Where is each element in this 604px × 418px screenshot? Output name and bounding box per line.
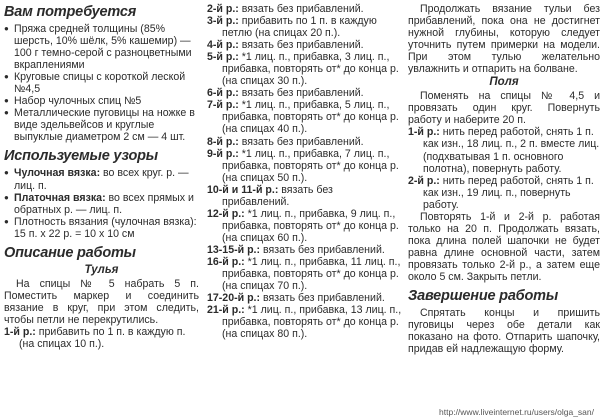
crown-row-7 [207, 99, 402, 135]
material-circular-needles: ● Круговые спицы с короткой леской №4,5 [4, 71, 199, 95]
row-label: 10-й и 11-й р.: [207, 183, 279, 196]
watermark-url: http://www.liveinternet.ru/users/olga_san/ [439, 407, 594, 417]
row-text: *1 лиц. п., прибавка, 13 лиц. п., прибавка, повторять от* до конца р. (на спицах 80 п.). [222, 304, 402, 341]
material-buttons: ● Металлические пуговицы на ножке в виде эдельвейсов и круглые выпуклые диаметром 2 см — 4 шт. [4, 107, 199, 143]
pattern-garter [4, 192, 199, 216]
row-label: 1-й р.: [408, 126, 440, 139]
row-label: 21-й р.: [207, 304, 245, 317]
row-label: 2-й р.: [207, 3, 239, 15]
brim-continue: Повторять 1-й и 2-й р. работая только на 20 п. Продолжать вязать, пока длина полей шапочки не будет равна длине основной части, затем провязать только 2-й р., а затем еще около 5 см. Закрыть петли. [408, 210, 600, 283]
row-text: вязать без прибавлений. [238, 39, 364, 52]
column-middle [207, 3, 402, 340]
row-label: 12-й р.: [207, 207, 245, 220]
row-text: нить перед работой, снять 1 п. как изн., 18 лиц. п., 2 п. вместе лиц. (подхватывая 1 п. основного полотна), повернуть работу. [423, 126, 600, 175]
row-text: вязать без прибавлений. [238, 135, 364, 148]
crown-row-9 [207, 148, 402, 184]
row-label: 13-15-й р.: [207, 243, 261, 256]
subheading-brim: Поля [489, 76, 519, 89]
row-label: 1-й р.: [4, 325, 36, 338]
crown-row-5 [207, 51, 402, 87]
row-text: прибавить по 1 п. в каждую п. (на спицах 10 п.). [19, 325, 186, 350]
row-text: *1 лиц. п., прибавка, 11 лиц. п., прибавка, повторять от* до конца р. (на спицах 70 п.). [222, 255, 401, 293]
pattern-stockinette [4, 167, 199, 191]
row-text: вязать без прибавлений. [238, 3, 364, 15]
row-label: 8-й р.: [207, 135, 239, 148]
heading-patterns: Используемые узоры [4, 148, 158, 165]
heading-materials: Вам потребуется [4, 4, 137, 20]
crown-row-1 [4, 326, 199, 350]
crown-row-21 [207, 304, 402, 340]
row-label: 17-20-й р.: [207, 292, 261, 305]
pattern-stockinette-text: во всех круг. р. — лиц. п. [14, 167, 189, 192]
row-text: прибавить по 1 п. в каждую петлю (на спицах 20 п.). [222, 15, 377, 40]
brim-intro: Поменять на спицы № 4,5 и провязать один круг. Повернуть работу и наберите 20 п. [408, 90, 600, 127]
crown-end: Продолжать вязание тульи без прибавлений, пока она не достигнет нужной глубины, которую следует уточнить путем примерки на модели. При этом тулью желательно увлажнить и отпарить на болване. [408, 3, 600, 76]
crown-intro: На спицы № 5 набрать 5 п. Поместить маркер и соединить вязание в круг, при этом следить, чтобы петли не перекрутились. [4, 277, 199, 326]
crown-row-12 [207, 208, 402, 244]
row-text: вязать без прибавлений. [260, 292, 385, 305]
brim-row-1 [408, 126, 600, 174]
row-text: вязать без прибавлений. [222, 183, 333, 208]
row-text: вязать без прибавлений. [260, 243, 385, 256]
crown-row-8 [207, 136, 402, 148]
row-label: 9-й р.: [207, 147, 239, 160]
crown-row-17-20 [207, 292, 402, 304]
crown-row-13-15 [207, 244, 402, 256]
pattern-garter-text: во всех прямых и обратных р. — лиц. п. [14, 191, 194, 216]
column-left [4, 3, 199, 350]
brim-row-2 [408, 175, 600, 211]
row-label: 4-й р.: [207, 39, 239, 52]
row-label: 7-й р.: [207, 99, 239, 112]
crown-row-16 [207, 256, 402, 292]
row-text: *1 лиц. п., прибавка, 9 лиц. п., прибавка, повторять от* до конца р. (на спицах 60 п.). [222, 207, 399, 244]
row-text: вязать без прибавлений. [238, 87, 364, 100]
gauge: ● Плотность вязания (чулочная вязка): 15 п. x 22 р. = 10 x 10 см [4, 216, 199, 240]
row-label: 16-й р.: [207, 255, 245, 268]
pattern-stockinette-name: Чулочная вязка: [14, 167, 101, 180]
row-label: 2-й р.: [408, 174, 440, 187]
crown-row-4 [207, 39, 402, 51]
row-text: *1 лиц. п., прибавка, 3 лиц. п., прибавка, повторять от* до конца р. (на спицах 30 п.). [222, 51, 399, 88]
crown-row-3 [207, 15, 402, 39]
crown-row-6 [207, 87, 402, 99]
column-right [408, 3, 600, 355]
row-label: 3-й р.: [207, 15, 239, 28]
row-label: 6-й р.: [207, 87, 239, 100]
material-dpn-set: ● Набор чулочных спиц №5 [4, 95, 199, 107]
row-text: нить перед работой, снять 1 п. как изн., 19 лиц. п., повернуть работу. [423, 174, 594, 211]
finishing-text: Спрятать концы и пришить пуговицы через обе детали как показано на фото. Отпарить шапочку, придав ей надлежащую форму. [408, 307, 600, 356]
row-label: 5-й р.: [207, 51, 239, 64]
material-yarn: ● Пряжа средней толщины (85% шерсть, 10% шёлк, 5% кашемир) — 100 г темно-серой с разноцветными вкраплениями [4, 23, 199, 71]
subheading-crown: Тулья [84, 263, 119, 276]
crown-row-2 [207, 3, 402, 15]
crown-row-10-11 [207, 184, 402, 208]
heading-finishing: Завершение работы [408, 288, 558, 305]
pattern-garter-name: Платочная вязка: [14, 191, 106, 204]
row-text: *1 лиц. п., прибавка, 7 лиц. п., прибавка, повторять от* до конца р. (на спицах 50 п.). [222, 147, 399, 184]
row-text: *1 лиц. п., прибавка, 5 лиц. п., прибавка, повторять от* до конца р. (на спицах 40 п.). [222, 99, 399, 136]
heading-description: Описание работы [4, 244, 136, 261]
